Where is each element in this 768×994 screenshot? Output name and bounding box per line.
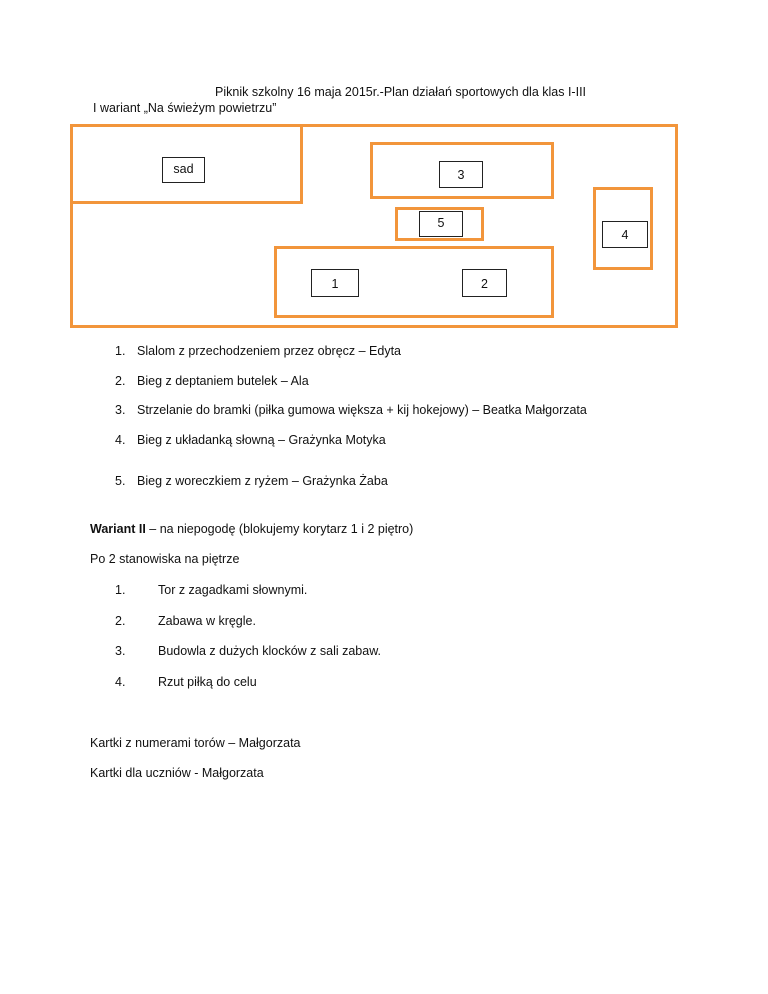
- page-title: Piknik szkolny 16 maja 2015r.-Plan działań sportowych dla klas I-III: [215, 85, 587, 99]
- list-item: 2. Zabawa w kręgle.: [115, 614, 256, 628]
- footer-line-2: Kartki dla uczniów - Małgorzata: [90, 766, 264, 780]
- label-station-3: 3: [439, 161, 483, 188]
- list-item: 2. Bieg z deptaniem butelek – Ala: [115, 374, 309, 388]
- list-item: 4. Bieg z układanką słowną – Grażynka Motyka: [115, 433, 386, 447]
- footer-line-1: Kartki z numerami torów – Małgorzata: [90, 736, 301, 750]
- variant2-subheading: Po 2 stanowiska na piętrze: [90, 552, 240, 566]
- variant1-heading: I wariant „Na świeżym powietrzu”: [93, 101, 277, 115]
- list-item: 3. Strzelanie do bramki (piłka gumowa większa + kij hokejowy) – Beatka Małgorzata: [115, 403, 587, 417]
- list-item: 3. Budowla z dużych klocków z sali zabaw.: [115, 644, 382, 658]
- label-sad: sad: [162, 157, 205, 183]
- label-station-2: 2: [462, 269, 507, 297]
- variant2-heading: Wariant II – na niepogodę (blokujemy korytarz 1 i 2 piętro): [90, 522, 414, 536]
- list-item: 1. Slalom z przechodzeniem przez obręcz – Edyta: [115, 344, 402, 358]
- label-station-1: 1: [311, 269, 359, 297]
- list-item: 4. Rzut piłką do celu: [115, 675, 257, 689]
- label-station-4: 4: [602, 221, 648, 248]
- list-item: 5. Bieg z woreczkiem z ryżem – Grażynka Żaba: [115, 474, 388, 488]
- list-item: 1. Tor z zagadkami słownymi.: [115, 583, 308, 597]
- label-station-5: 5: [419, 211, 463, 237]
